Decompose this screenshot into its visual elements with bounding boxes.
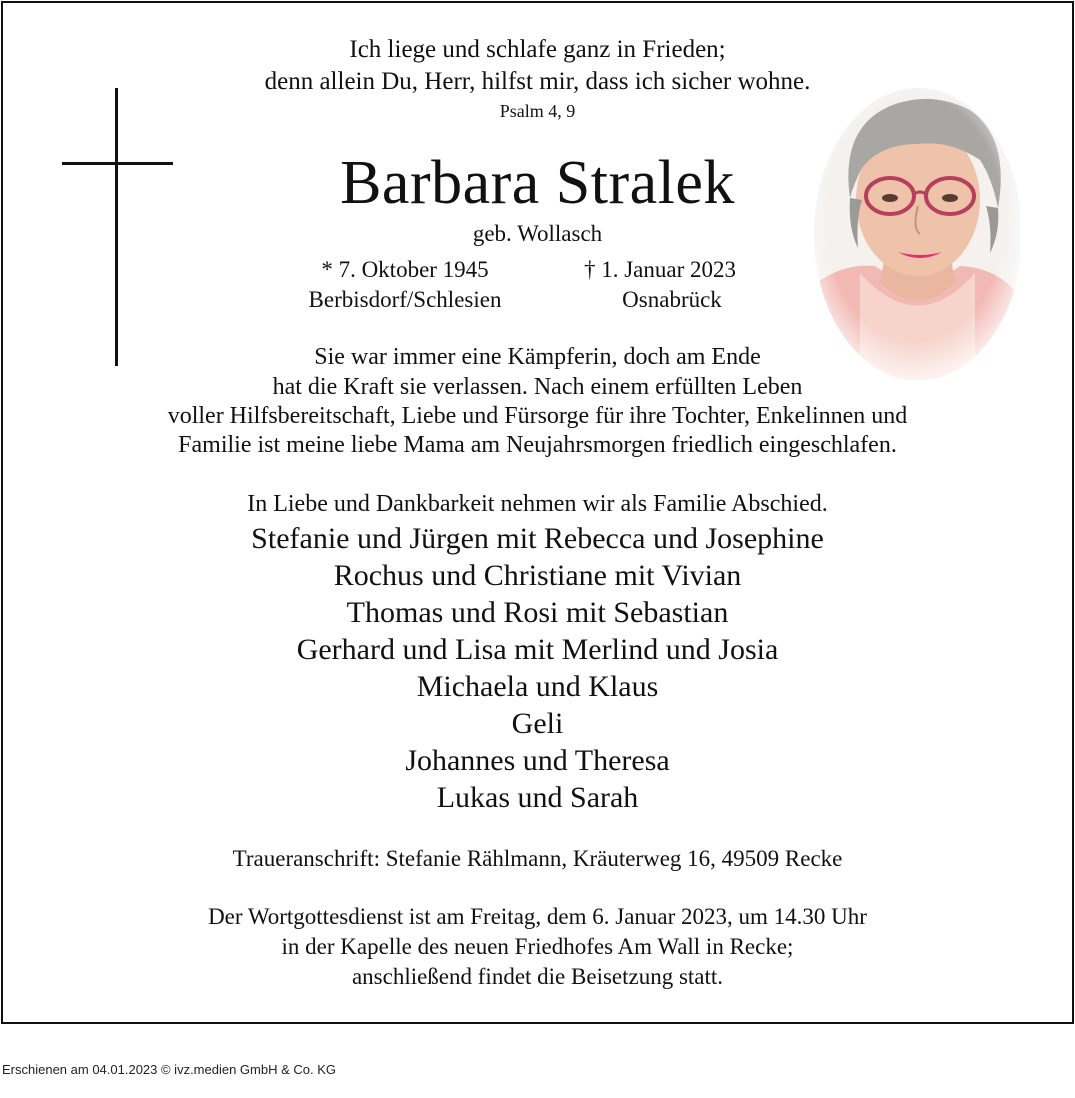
death-place: Osnabrück bbox=[622, 287, 722, 312]
mourner-line: Johannes und Theresa bbox=[405, 744, 670, 777]
deceased-name: Barbara Stralek bbox=[340, 149, 735, 217]
birth-place: Berbisdorf/Schlesien bbox=[308, 287, 502, 312]
verse-source: Psalm 4, 9 bbox=[499, 101, 576, 121]
farewell-intro: In Liebe und Dankbarkeit nehmen wir als Familie Abschied. bbox=[247, 491, 828, 517]
mourner-line: Gerhard und Lisa mit Merlind und Josia bbox=[296, 633, 779, 666]
mourner-line: Michaela und Klaus bbox=[416, 670, 659, 703]
mourner-line: Geli bbox=[511, 707, 564, 740]
tribute-line-4: Familie ist meine liebe Mama am Neujahrsmorgen friedlich eingeschlafen. bbox=[178, 432, 897, 458]
tribute-line-3: voller Hilfsbereitschaft, Liebe und Fürsorge für ihre Tochter, Enkelinnen und bbox=[167, 403, 908, 429]
verse-line-2: denn allein Du, Herr, hilfst mir, dass ich sicher wohne. bbox=[264, 68, 811, 95]
death-date: † 1. Januar 2023 bbox=[583, 257, 737, 282]
service-line-3: anschließend findet die Beisetzung statt. bbox=[351, 964, 724, 989]
birth-date: * 7. Oktober 1945 bbox=[321, 257, 489, 282]
verse-line-1: Ich liege und schlafe ganz in Frieden; bbox=[349, 36, 726, 63]
tribute-line-1: Sie war immer eine Kämpferin, doch am Ende bbox=[314, 344, 761, 370]
publication-footer: Erschienen am 04.01.2023 © ivz.medien GmbH & Co. KG bbox=[2, 1062, 337, 1077]
service-line-1: Der Wortgottesdienst ist am Freitag, dem 6. Januar 2023, um 14.30 Uhr bbox=[208, 904, 867, 929]
mourner-line: Lukas und Sarah bbox=[436, 781, 639, 814]
mourning-address: Traueranschrift: Stefanie Rählmann, Kräuterweg 16, 49509 Recke bbox=[232, 846, 843, 871]
tribute-line-2: hat die Kraft sie verlassen. Nach einem erfüllten Leben bbox=[272, 374, 803, 400]
service-line-2: in der Kapelle des neuen Friedhofes Am Wall in Recke; bbox=[281, 934, 794, 959]
mourner-line: Stefanie und Jürgen mit Rebecca und Josephine bbox=[251, 522, 824, 555]
mourner-line: Thomas und Rosi mit Sebastian bbox=[346, 596, 729, 629]
mourner-line: Rochus und Christiane mit Vivian bbox=[333, 559, 742, 592]
maiden-name: geb. Wollasch bbox=[472, 221, 603, 246]
